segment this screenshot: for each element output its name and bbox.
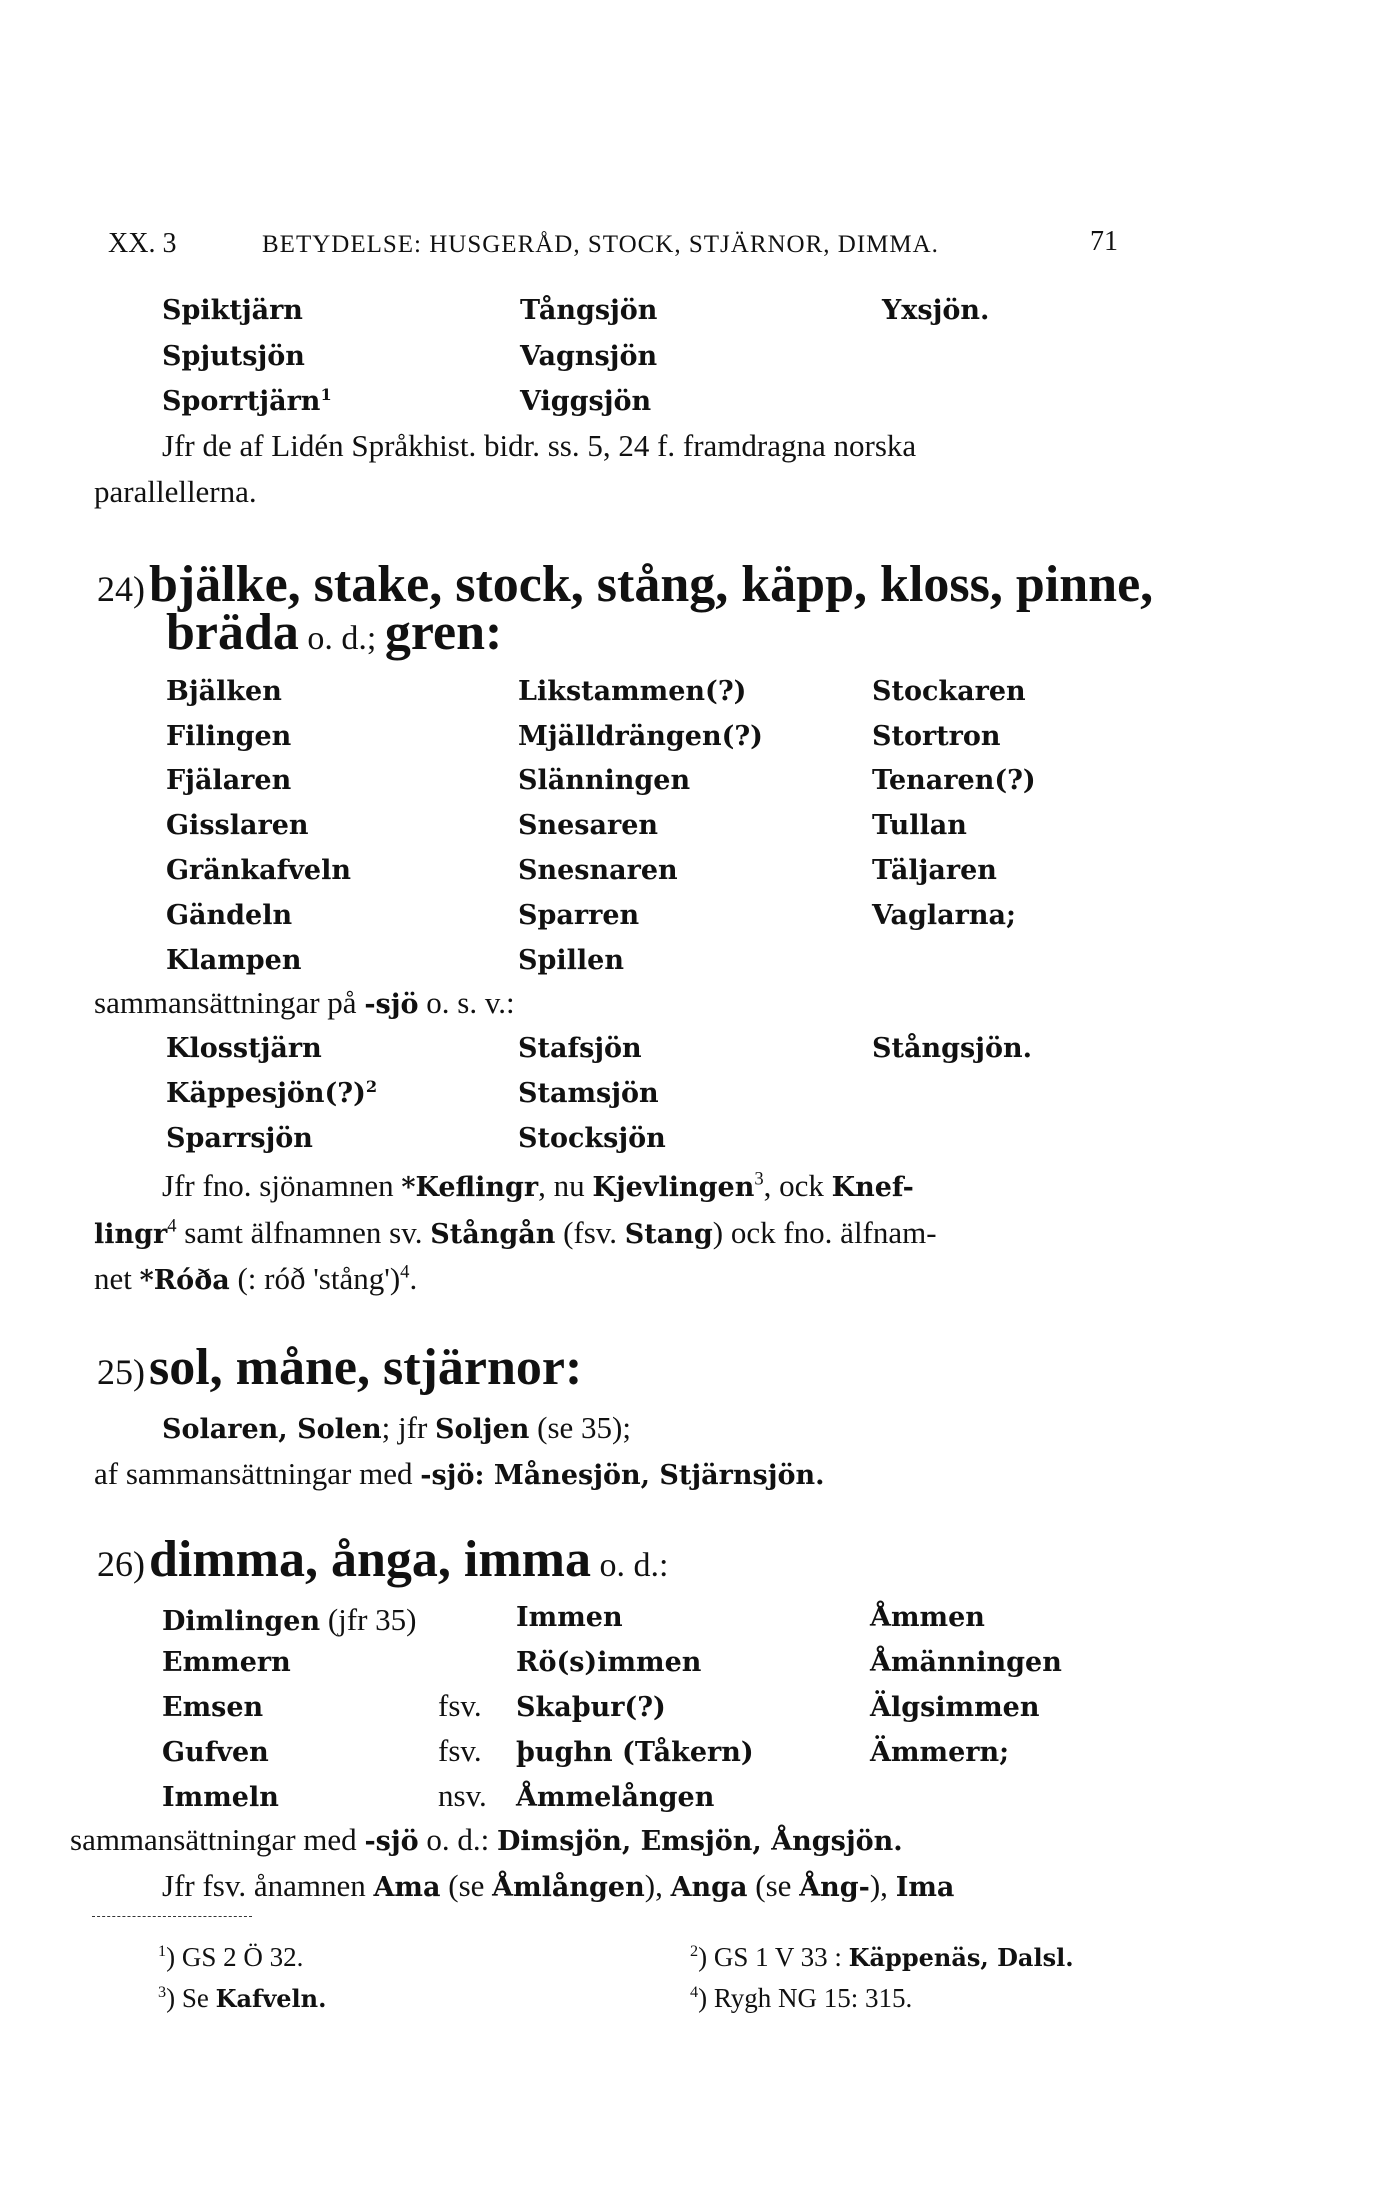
list-item: Vagnsjön [520,341,658,372]
heading-text: bräda [166,604,299,661]
footnote-4: $^4$) Rygh NG 15: 315. [690,1983,913,2013]
list-item: Dimlingen (jfr 35) [162,1602,417,1637]
note-text: net *Róða (: róð 'stång')$^4$. [94,1261,418,1296]
section-25-text: af sammansättningar med -sjö: Månesjön, Stjärnsjön. [94,1456,825,1491]
footnote-3: $^3$) Se Kafveln. [158,1983,327,2013]
list-item: Yxsjön. [882,295,990,326]
list-item: Täljaren [872,855,997,886]
section-number: 26) [97,1544,145,1584]
list-item: Sparren [518,900,640,931]
list-item: Tenaren(?) [872,765,1036,796]
heading-text: o. d.; [298,620,385,657]
note-text: lingr$^4$ samt älfnamnen sv. Stångån (fsv. Stang) ock fno. älfnam- [94,1215,937,1250]
list-item: Emmern [162,1647,291,1678]
heading-text: bjälke, stake, stock, stång, käpp, kloss, pinne, [149,556,1154,613]
list-item: Klosstjärn [166,1033,322,1064]
list-item: Skaþur(?) [516,1692,666,1723]
page-number: 71 [1090,226,1118,257]
list-item: Tångsjön [520,295,658,326]
list-item: Likstammen(?) [518,676,747,707]
list-item: Rö(s)immen [516,1647,702,1678]
list-item: Slänningen [518,765,691,796]
heading-text: o. d.: [591,1547,669,1584]
section-heading-25 [97,1338,582,1397]
list-item: Ämmern; [870,1737,1010,1768]
header-title: BETYDELSE: HUSGERÅD, STOCK, STJÄRNOR, DIMMA. [262,231,939,258]
list-item: Käppesjön(?)$^2$ [166,1077,378,1109]
list-item: Gränkafveln [166,855,351,886]
list-item: Filingen [166,721,292,752]
language-prefix: nsv. [438,1778,487,1813]
note-text: parallellerna. [94,474,257,509]
list-item: Klampen [166,945,302,976]
heading-text: gren: [384,604,503,661]
list-item: Gisslaren [166,810,309,841]
list-item: Älgsimmen [870,1692,1040,1723]
list-item: Bjälken [166,676,282,707]
list-item: Åmänningen [870,1647,1062,1678]
list-item: Spillen [518,945,624,976]
list-item: Fjälaren [166,765,292,796]
footnote-rule [92,1916,252,1917]
list-item: þughn (Tåkern) [516,1737,754,1768]
list-item: Spjutsjön [162,341,305,372]
section-heading-26 [97,1530,668,1589]
note-text: Jfr fsv. ånamnen Ama (se Åmlången), Anga (se Ång-), Ima [162,1868,955,1903]
list-item: Snesnaren [518,855,678,886]
list-item: Gändeln [166,900,293,931]
section-heading-24-line2 [166,603,502,662]
language-prefix: fsv. [438,1733,482,1768]
compounds-line: sammansättningar med -sjö o. d.: Dimsjön, Emsjön, Ångsjön. [70,1822,903,1857]
note-text: Jfr de af Lidén Språkhist. bidr. ss. 5, 24 f. framdragna norska [162,428,917,463]
list-item: Tullan [872,810,967,841]
list-item: Stångsjön. [872,1033,1032,1064]
list-item: Sporrtjärn$^1$ [162,385,332,417]
list-item: Emsen [162,1692,264,1723]
list-item: Viggsjön [520,386,652,417]
language-prefix: fsv. [438,1688,482,1723]
list-item: Stafsjön [518,1033,642,1064]
header-section-number: XX. 3 [108,228,177,259]
list-item: Stocksjön [518,1123,666,1154]
section-number: 24) [97,569,145,609]
heading-text: sol, måne, stjärnor: [149,1339,583,1396]
list-item: Åmmen [870,1602,985,1633]
footnote-2: $^2$) GS 1 V 33 : Käppenäs, Dalsl. [690,1942,1074,1972]
list-item: Sparrsjön [166,1123,313,1154]
list-item: Immeln [162,1782,279,1813]
section-number: 25) [97,1352,145,1392]
heading-text: dimma, ånga, imma [149,1531,591,1588]
compounds-intro: sammansättningar på -sjö o. s. v.: [94,985,515,1020]
list-item: Spiktjärn [162,295,303,326]
list-item: Vaglarna; [872,900,1016,931]
list-item: Stamsjön [518,1078,659,1109]
list-item: Stockaren [872,676,1026,707]
list-item: Immen [516,1602,623,1633]
list-item: Stortron [872,721,1001,752]
list-item: Snesaren [518,810,659,841]
note-text: Jfr fno. sjönamnen *Keflingr, nu Kjevlingen$^3$, ock Knef- [162,1168,914,1203]
list-item: Gufven [162,1737,269,1768]
list-item: Åmmelången [516,1782,715,1813]
section-25-text: Solaren, Solen; jfr Soljen (se 35); [162,1410,631,1445]
list-item: Mjälldrängen(?) [518,721,763,752]
footnote-1: $^1$) GS 2 Ö 32. [158,1942,304,1972]
